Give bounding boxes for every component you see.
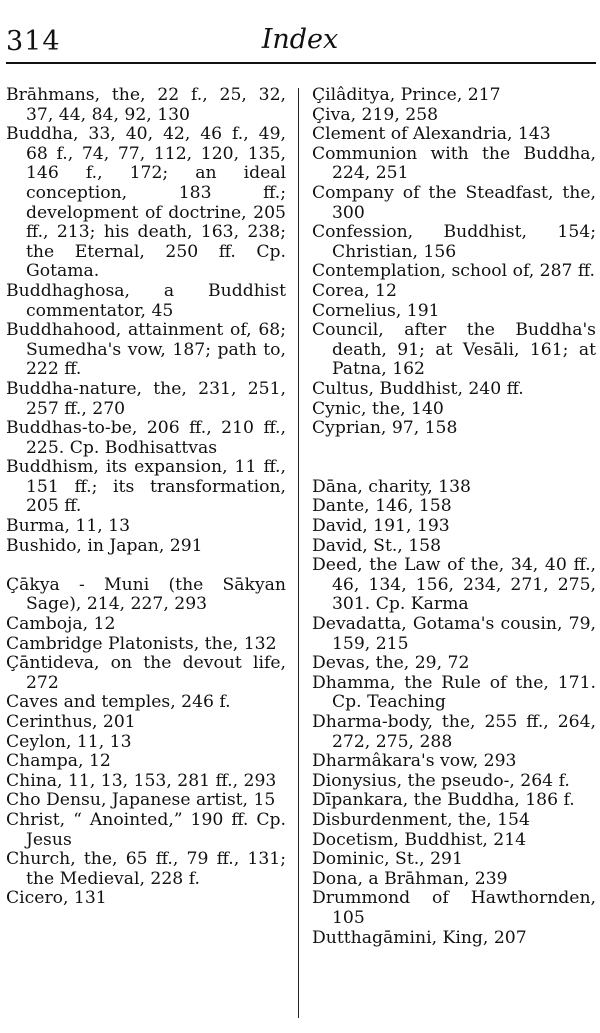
index-entry: Cynic, the, 140 <box>312 398 444 419</box>
index-entry: Dominic, St., 291 <box>312 849 463 870</box>
index-entry: Buddhism, its expansion, 11 ff., 151 ff.; its transformation, 205 ff. <box>6 457 286 517</box>
index-entry: Dāna, charity, 138 <box>312 476 471 497</box>
index-column-right <box>312 86 596 948</box>
index-entry: Çāntideva, on the devout life, 272 <box>6 653 286 693</box>
index-entry: Christ, “ Anointed,” 190 ff. Cp. Jesus <box>6 809 286 850</box>
index-entry: Buddha, 33, 40, 42, 46 f., 49, 68 f., 74, 77, 112, 120, 135, 146 f., 172; an ideal conception, 183 ff.; development of doctrine, 205 ff., 213; his death, 163, 238; the Eternal, 250 ff. Cp. Gotama. <box>6 124 286 282</box>
header-rule <box>6 62 596 64</box>
page-header <box>0 0 600 80</box>
index-entry: Disburdenment, the, 154 <box>312 809 530 830</box>
index-entry: Clement of Alexandria, 143 <box>312 124 551 145</box>
index-entry: Çilâditya, Prince, 217 <box>312 85 501 105</box>
index-entry: Contemplation, school of, 287 ff. <box>312 261 595 282</box>
page-number: 314 <box>6 26 61 57</box>
index-entry: Docetism, Buddhist, 214 <box>312 829 527 850</box>
section-gap <box>6 556 286 576</box>
index-entry: Buddhahood, attainment of, 68; Sumedha's vow, 187; path to, 222 ff. <box>6 320 286 380</box>
index-entry: Cicero, 131 <box>6 888 107 909</box>
index-entry: Devas, the, 29, 72 <box>312 653 470 674</box>
index-entry: Council, after the Buddha's death, 91; at Vesāli, 161; at Patna, 162 <box>312 320 596 380</box>
index-entry: Church, the, 65 ff., 79 ff., 131; the Medieval, 228 f. <box>6 849 286 889</box>
index-entry: Burma, 11, 13 <box>6 516 131 537</box>
index-entry: David, St., 158 <box>312 535 442 556</box>
index-column-left <box>6 86 286 909</box>
index-entry: Dharma-body, the, 255 ff., 264, 272, 275, 288 <box>312 712 596 752</box>
index-entry: Buddha-nature, the, 231, 251, 257 ff., 270 <box>6 378 286 419</box>
index-entry: Dionysius, the pseudo-, 264 f. <box>312 770 570 791</box>
index-entry: Confession, Buddhist, 154; Christian, 156 <box>312 222 596 262</box>
index-entry: Çākya - Muni (the Sākyan Sage), 214, 227, 293 <box>6 574 286 615</box>
index-entry: Cornelius, 191 <box>312 300 440 321</box>
index-entry: Dona, a Brāhman, 239 <box>312 868 508 889</box>
index-entry: Cultus, Buddhist, 240 ff. <box>312 378 524 399</box>
index-entry: Bushido, in Japan, 291 <box>6 535 203 556</box>
column-divider <box>298 88 299 1018</box>
index-entry: Cyprian, 97, 158 <box>312 418 458 439</box>
index-entry: Communion with the Buddha, 224, 251 <box>312 143 596 184</box>
index-entry: Brāhmans, the, 22 f., 25, 32, 37, 44, 84, 92, 130 <box>6 85 286 125</box>
index-entry: Cerinthus, 201 <box>6 712 136 732</box>
index-entry: Ceylon, 11, 13 <box>6 731 132 752</box>
index-entry: Caves and temples, 246 f. <box>6 692 231 713</box>
index-entry: Dhamma, the Rule of the, 171. Cp. Teaching <box>312 672 596 713</box>
section-gap <box>312 439 596 459</box>
index-entry: David, 191, 193 <box>312 516 450 537</box>
index-entry: Dante, 146, 158 <box>312 496 452 517</box>
index-entry: Drummond of Hawthornden, 105 <box>312 888 596 928</box>
page-title: Index <box>261 24 339 55</box>
index-entry: Cambridge Platonists, the, 132 <box>6 633 277 654</box>
index-entry: Dharmâkara's vow, 293 <box>312 751 517 772</box>
index-entry: Buddhas-to-be, 206 ff., 210 ff., 225. Cp. Bodhisattvas <box>6 418 286 458</box>
index-entry: Cho Densu, Japanese artist, 15 <box>6 790 276 811</box>
index-entry: Camboja, 12 <box>6 614 116 635</box>
index-entry: Dutthagāmini, King, 207 <box>312 927 527 948</box>
index-entry: Champa, 12 <box>6 751 111 772</box>
index-entry: Dīpankara, the Buddha, 186 f. <box>312 790 575 811</box>
section-gap <box>312 458 596 478</box>
index-entry: Buddhaghosa, a Buddhist commentator, 45 <box>6 280 286 321</box>
index-entry: Devadatta, Gotama's cousin, 79, 159, 215 <box>312 614 596 654</box>
index-entry: China, 11, 13, 153, 281 ff., 293 <box>6 770 277 791</box>
index-entry: Deed, the Law of the, 34, 40 ff., 46, 134, 156, 234, 271, 275, 301. Cp. Karma <box>312 555 596 615</box>
index-entry: Çiva, 219, 258 <box>312 104 439 125</box>
index-entry: Corea, 12 <box>312 280 397 301</box>
index-entry: Company of the Steadfast, the, 300 <box>312 182 596 223</box>
